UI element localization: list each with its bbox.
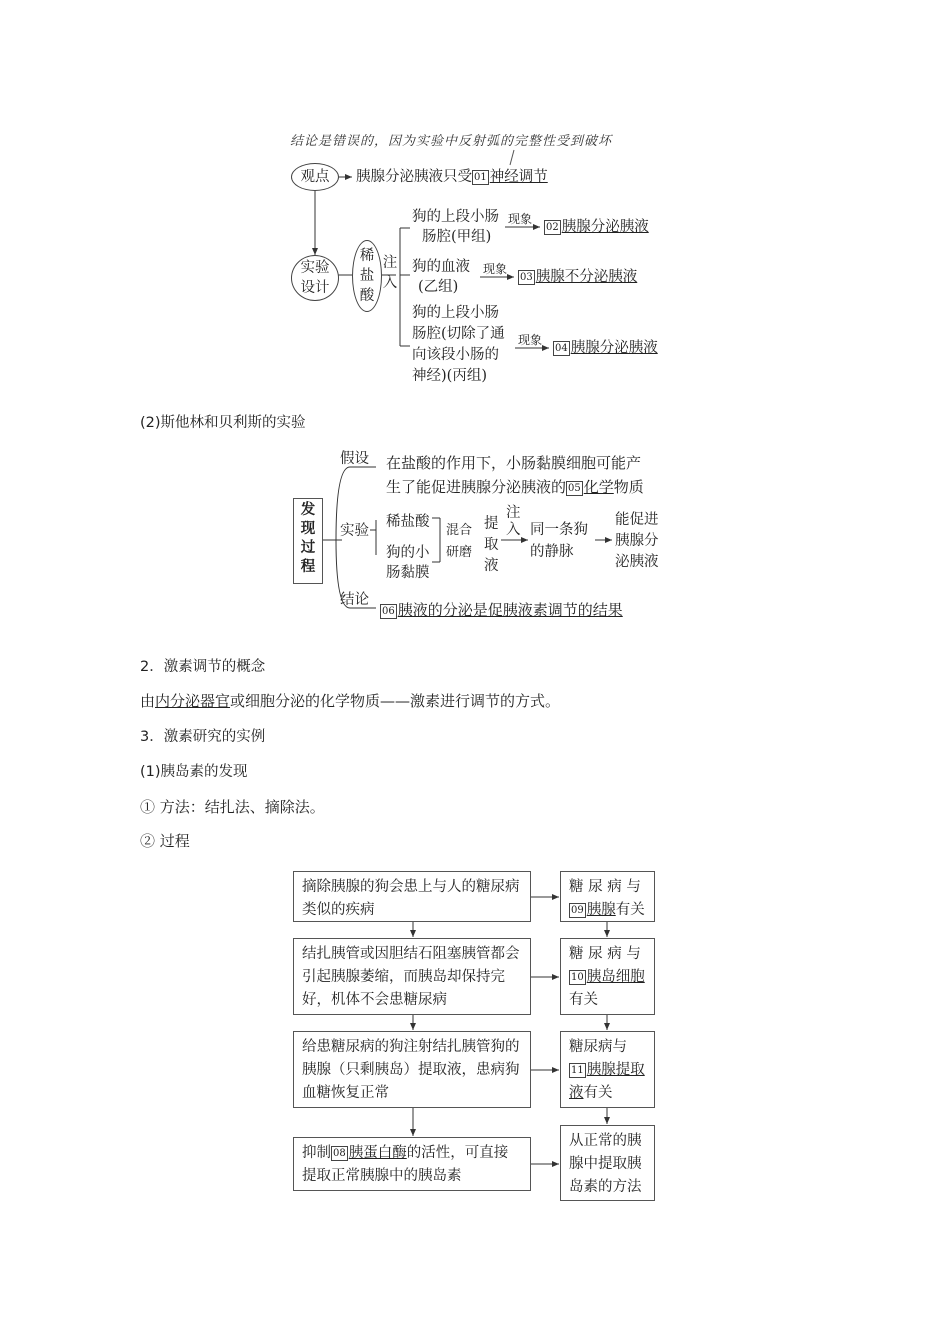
- answer-number-09: 09: [571, 905, 584, 916]
- answer-05: 化学: [583, 478, 614, 496]
- flow-step-3: 给患糖尿病的狗注射结扎胰管狗的胰腺（只剩胰岛）提取液，患病狗血糖恢复正常: [293, 1031, 531, 1108]
- experiment-label: 实验: [340, 523, 369, 539]
- result-2-line-3: 有关: [569, 992, 598, 1008]
- vein-line-1: 同一条狗: [530, 522, 588, 538]
- extract-char-3: 液: [484, 558, 499, 574]
- acid-char-2: 盐: [359, 268, 375, 284]
- group-c-line-2: 肠腔(切除了通: [412, 326, 505, 342]
- result-1-line-1: 糖 尿 病 与: [569, 879, 641, 895]
- group-c-line-4: 神经)(丙组): [412, 368, 487, 384]
- process-char-2: 现: [300, 521, 316, 537]
- answer-01: 神经调节: [489, 169, 548, 185]
- viewpoint-oval: 观点: [291, 163, 339, 191]
- flow-result-4: 从正常的胰腺中提取胰岛素的方法: [560, 1125, 655, 1201]
- concept-prefix: 由: [140, 692, 156, 710]
- step-4-rest: 的活性，可直接提取正常胰腺中的胰岛素: [302, 1145, 509, 1184]
- group-b-line-2: (乙组): [418, 279, 459, 295]
- answer-number-06: 06: [382, 606, 395, 617]
- method-line: ① 方法：结扎法、摘除法。: [140, 798, 325, 816]
- flow-result-2: [560, 938, 655, 1015]
- answer-number-11: 11: [571, 1065, 584, 1076]
- concept-rest: 或细胞分泌的化学物质——激素进行调节的方式。: [230, 692, 561, 710]
- mucosa-line-1: 狗的小: [386, 545, 430, 561]
- conclusion-label: 结论: [340, 592, 369, 608]
- step-4-prefix: 抑制: [302, 1145, 331, 1161]
- answer-02: 胰腺分泌胰液: [561, 219, 649, 235]
- group-a-line-1: 狗的上段小肠: [412, 209, 499, 225]
- heading-hormone-research: 3．激素研究的实例: [140, 729, 266, 745]
- extract-char-1: 提: [484, 516, 499, 532]
- answer-number-05: 05: [568, 483, 581, 494]
- answer-number-01: 01: [474, 172, 487, 183]
- inject-char-1: 注: [382, 255, 398, 271]
- answer-number-04: 04: [555, 343, 568, 354]
- result-3-line-2: [569, 1059, 646, 1082]
- answer-10: 胰岛细胞: [586, 969, 645, 985]
- design-line-1: 实验: [300, 260, 330, 276]
- effect-line-1: 能促进: [615, 512, 659, 528]
- group-b-line-1: 狗的血液: [412, 259, 470, 275]
- hypothesis-line-2-end: 物质: [613, 478, 644, 496]
- section-2-title: (2)斯他林和贝利斯的实验: [140, 415, 306, 431]
- answer-08: 胰蛋白酶: [348, 1145, 407, 1161]
- result-1-line-2: [569, 899, 646, 922]
- hypothesis-line-2-text: 生了能促进胰腺分泌胰液的: [386, 478, 567, 496]
- flow-result-3: [560, 1031, 655, 1108]
- answer-number-10: 10: [571, 972, 584, 983]
- acid-char-3: 酸: [359, 288, 375, 304]
- mix-grind-line-1: 混合: [446, 523, 473, 538]
- design-line-2: 设计: [300, 280, 330, 296]
- answer-04: 胰腺分泌胰液: [570, 340, 658, 356]
- group-c-line-3: 向该段小肠的: [412, 347, 499, 363]
- group-a-line-2: 肠腔(甲组): [422, 229, 492, 245]
- answer-03: 胰腺不分泌胰液: [535, 269, 638, 285]
- answer-number-02: 02: [546, 222, 559, 233]
- concept-underlined: 内分泌器官: [155, 692, 231, 710]
- result-3-tail: 有关: [583, 1085, 613, 1101]
- flow-step-4: [293, 1137, 531, 1191]
- hypothesis-line-1: 在盐酸的作用下，小肠黏膜细胞可能产: [386, 454, 642, 472]
- handwritten-annotation: 结论是错误的，因为实验中反射弧的完整性受到破坏: [290, 134, 613, 149]
- flow-result-1: [560, 871, 655, 922]
- result-1-tail: 有关: [615, 902, 645, 918]
- hypothesis-label: 假设: [340, 451, 369, 467]
- answer-06: 胰液的分泌是促胰液素调节的结果: [397, 601, 623, 619]
- answer-09: 胰腺: [586, 902, 616, 918]
- mix-grind-line-2: 研磨: [446, 545, 473, 560]
- process-char-4: 程: [300, 559, 316, 575]
- heading-hormone-concept: 2．激素调节的概念: [140, 659, 266, 675]
- flow-step-2: 结扎胰管或因胆结石阻塞胰管都会引起胰腺萎缩，而胰岛却保持完好，机体不会患糖尿病: [293, 938, 531, 1015]
- inject-char-2: 入: [382, 275, 398, 291]
- result-3-line-3: [569, 1082, 646, 1105]
- answer-number-08: 08: [333, 1148, 346, 1159]
- extract-char-2: 取: [484, 537, 499, 553]
- mucosa-line-2: 肠黏膜: [386, 565, 430, 581]
- result-2-line-1: 糖 尿 病 与: [569, 946, 641, 962]
- phenomenon-label-b: 现象: [483, 262, 508, 276]
- viewpoint-prefix: 胰腺分泌胰液只受: [356, 169, 472, 185]
- process-char-1: 发: [300, 502, 316, 518]
- answer-11-cont: 液: [569, 1085, 584, 1101]
- acid-char-1: 稀: [359, 248, 375, 264]
- effect-line-3: 泌胰液: [615, 554, 659, 570]
- result-2-line-2: [569, 966, 646, 989]
- inject2-char-1: 注: [506, 505, 521, 521]
- effect-line-2: 胰腺分: [615, 533, 659, 549]
- process-char-3: 过: [300, 540, 316, 556]
- flow-step-1: 摘除胰腺的狗会患上与人的糖尿病类似的疾病: [293, 871, 531, 922]
- inject2-char-2: 入: [506, 522, 521, 538]
- result-3-line-1: 糖尿病与: [569, 1039, 627, 1055]
- vein-line-2: 的静脉: [530, 544, 574, 560]
- heading-insulin-discovery: (1)胰岛素的发现: [140, 764, 248, 780]
- phenomenon-label-c: 现象: [518, 333, 543, 347]
- process-label: ② 过程: [140, 832, 190, 850]
- dilute-acid: 稀盐酸: [386, 514, 430, 530]
- answer-number-03: 03: [520, 272, 533, 283]
- answer-11: 胰腺提取: [586, 1062, 645, 1078]
- group-c-line-1: 狗的上段小肠: [412, 305, 499, 321]
- phenomenon-label-a: 现象: [508, 212, 533, 226]
